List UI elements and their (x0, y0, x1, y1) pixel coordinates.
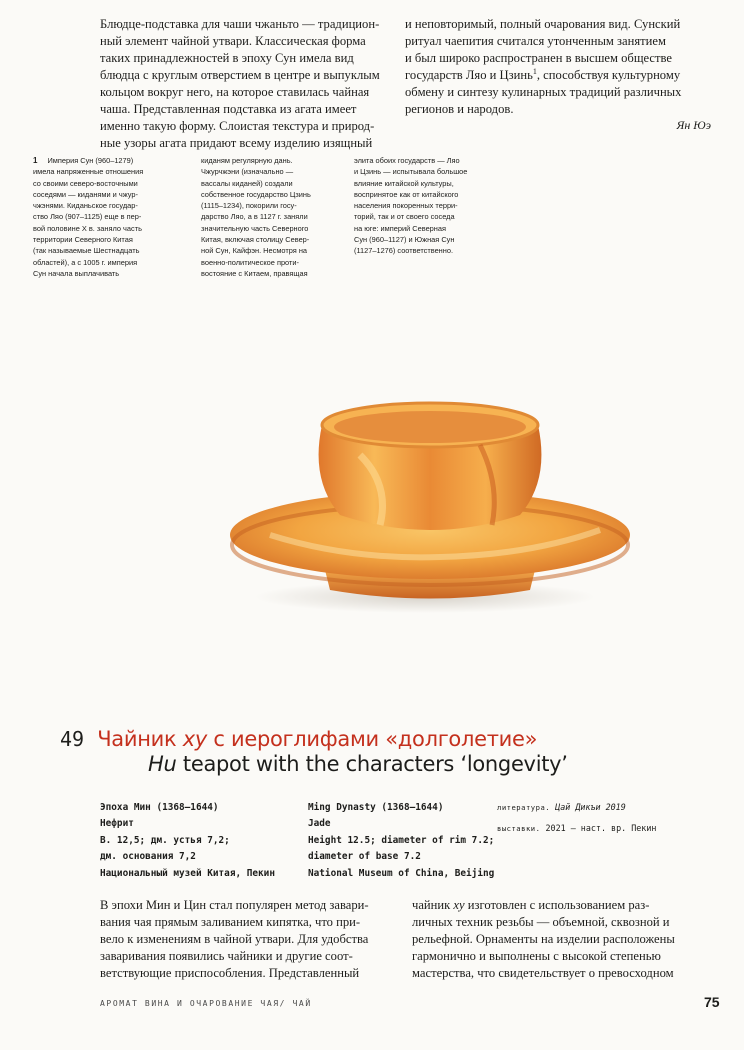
text-line: ство Ляо (907–1125) еще в пер- (33, 212, 142, 222)
text-line: ной Сун, Кайфэн. Несмотря на (201, 246, 308, 256)
text-line: В эпохи Мин и Цин стал популярен метод завари- (100, 898, 369, 912)
text-line: Чжурчжэни (изначально — (201, 167, 294, 177)
meta-line: Jade (308, 818, 331, 830)
text-line: регионов и народов. (405, 102, 514, 116)
text-line: гармонично и выполнены с высокой степенью (412, 949, 661, 963)
text-fragment: ху (182, 727, 208, 751)
text-line: Блюдце-подставка для чаши чжаньто — традицион- (100, 17, 380, 31)
text-line: мастерства, что свидетельствует о превосходном (412, 966, 674, 980)
text-line: чаша. Представленная подставка из агата имеет (100, 102, 357, 116)
text-line: именно такую форму. Слоистая текстура и природ- (100, 119, 375, 133)
title-russian (97, 727, 537, 751)
text-line: (так называемые Шестнадцать (33, 246, 140, 256)
text-line: заваривания появились чайники и другие соот- (100, 949, 353, 963)
text-line: и неповторимый, полный очарования вид. Сунский (405, 17, 681, 31)
footnote-column-1 (33, 155, 193, 279)
meta-line: National Museum of China, Beijing (308, 867, 495, 879)
text-line: чжэнями. Киданьское государ- (33, 201, 138, 211)
text-line: влияние китайской культуры, (354, 178, 454, 188)
text-fragment: с иероглифами «долголетие» (207, 727, 538, 751)
text-fragment: Империя Сун (960–1279) (47, 156, 134, 165)
text-fragment: АРОМАТ (100, 999, 139, 1008)
text-line: воспринятое как от китайского (354, 189, 459, 199)
text-line: дарство Ляо, а в 1127 г. заняли (201, 212, 308, 222)
text-line: населения покоренных терри- (354, 201, 458, 211)
text-fragment: / ЧАЙ (279, 999, 312, 1008)
meta-line: дм. основания 7,2 (100, 851, 196, 863)
literature-line (497, 797, 717, 818)
metadata-russian (100, 800, 300, 882)
text-line: ные узоры агата придают всему изделию изящный (100, 136, 373, 150)
text-line: вело к изменениям в чайной утвари. Для удобства (100, 932, 369, 946)
text-line (412, 897, 712, 914)
text-line: ритуал чаепития считался утонченным занятием (405, 34, 666, 48)
text-line: рельефной. Орнаменты на изделии расположены (412, 932, 675, 946)
entry-heading (60, 727, 720, 751)
text-line: территории Северного Китая (33, 235, 133, 245)
meta-line: diameter of base 7.2 (308, 851, 421, 863)
text-line: соседями — киданями и чжур- (33, 189, 138, 199)
text-line: Сун начала выплачивать (33, 268, 120, 278)
intro-column-1 (100, 16, 400, 152)
text-line: Сун (960–1127) и Южная Сун (354, 235, 455, 245)
text-line: со своими северо-восточными (33, 178, 138, 188)
meta-line: В. 12,5; дм. устья 7,2; (100, 834, 230, 846)
references (497, 797, 717, 839)
exhibitions-line (497, 818, 717, 839)
text-line: ный элемент чайной утвари. Классическая форма (100, 34, 366, 48)
running-footer (100, 999, 312, 1008)
text-line: собственное государство Цзинь (201, 189, 311, 199)
footnote-ref[interactable]: 1 (532, 66, 537, 76)
text-line: (1127–1276) соответственно. (354, 246, 454, 256)
title-english (148, 752, 708, 776)
author-signature: Ян Юэ (676, 118, 711, 132)
meta-line: Эпоха Мин (1368–1644) (100, 802, 219, 813)
text-line: востояние с Китаем, правящая (201, 268, 308, 278)
text-line: кольцом вокруг него, на которое ставилась чайная (100, 85, 370, 99)
text-line: вой половине X в. заняло часть (33, 223, 142, 233)
text-line: вассалы киданей) создали (201, 178, 293, 188)
exhibitions-value: 2021 — наст. вр. Пекин (545, 823, 657, 833)
text-fragment: teapot with the characters ‘longevity’ (176, 752, 568, 776)
footnote-number: 1 (33, 156, 38, 165)
text-fragment: чайник (412, 898, 454, 912)
text-line: обмену и синтезу кулинарных традиций различных (405, 85, 682, 99)
text-line: областей), а с 1005 г. империя (33, 257, 138, 267)
meta-line: Ming Dynasty (1368–1644) (308, 802, 444, 813)
text-line: имела напряженные отношения (33, 167, 144, 177)
text-fragment: изготовлен с использованием раз- (464, 898, 650, 912)
text-fragment: , способствуя культурному (536, 68, 681, 82)
text-line: и был широко распространен в высшем обществе (405, 51, 672, 65)
text-fragment: государств Ляо и Цзинь (405, 68, 533, 82)
text-line: и Цзинь — испытывала большое (354, 167, 468, 177)
text-line: значительную часть Северного (201, 223, 309, 233)
text-line: военно-политическое проти- (201, 257, 299, 267)
meta-line: Height 12.5; diameter of rim 7.2; (308, 834, 495, 846)
text-line: блюдца с круглым отверстием в центре и выпуклым (100, 68, 380, 82)
text-line: киданям регулярную дань. (201, 156, 293, 165)
text-line: элита обоих государств — Ляо (354, 156, 460, 165)
entry-number: 49 (60, 727, 85, 751)
text-line: личных техник резьбы — объемной, сквозной и (412, 915, 670, 929)
text-line: на юге: империй Северная (354, 223, 446, 233)
text-line: Китая, включая столицу Север- (201, 235, 310, 245)
page-number: 75 (704, 994, 720, 1010)
literature-value: Цай Дикъи 2019 (555, 802, 626, 812)
body-column-2 (412, 897, 712, 982)
metadata-english (308, 800, 508, 882)
meta-line: Нефрит (100, 818, 134, 830)
exhibitions-label: выставки. (497, 824, 541, 833)
meta-line: Национальный музей Китая, Пекин (100, 867, 275, 879)
text-line: таких принадлежностей в эпоху Сун имела вид (100, 51, 354, 65)
cup-inner (334, 411, 526, 443)
intro-column-2 (405, 16, 710, 118)
text-fragment: ВИНА И ОЧАРОВАНИЕ ЧАЯ (138, 999, 280, 1008)
footnote-column-2 (201, 155, 346, 279)
footnote-column-3 (354, 155, 504, 257)
body-column-1 (100, 897, 400, 982)
text-line: (1115–1234), покорили госу- (201, 201, 297, 211)
text-fragment: Hu (148, 752, 177, 776)
text-line (33, 155, 193, 166)
literature-label: литература. (497, 803, 551, 812)
agate-cup-stand-photo (230, 385, 670, 625)
text-fragment: Чайник (97, 727, 183, 751)
text-line (405, 67, 710, 84)
text-line: торий, так и от своего соседа (354, 212, 455, 222)
text-line: вания чая прямым заливанием кипятка, что при- (100, 915, 361, 929)
text-line: ветствующие приспособления. Представленный (100, 966, 360, 980)
text-fragment: ху (453, 898, 465, 912)
